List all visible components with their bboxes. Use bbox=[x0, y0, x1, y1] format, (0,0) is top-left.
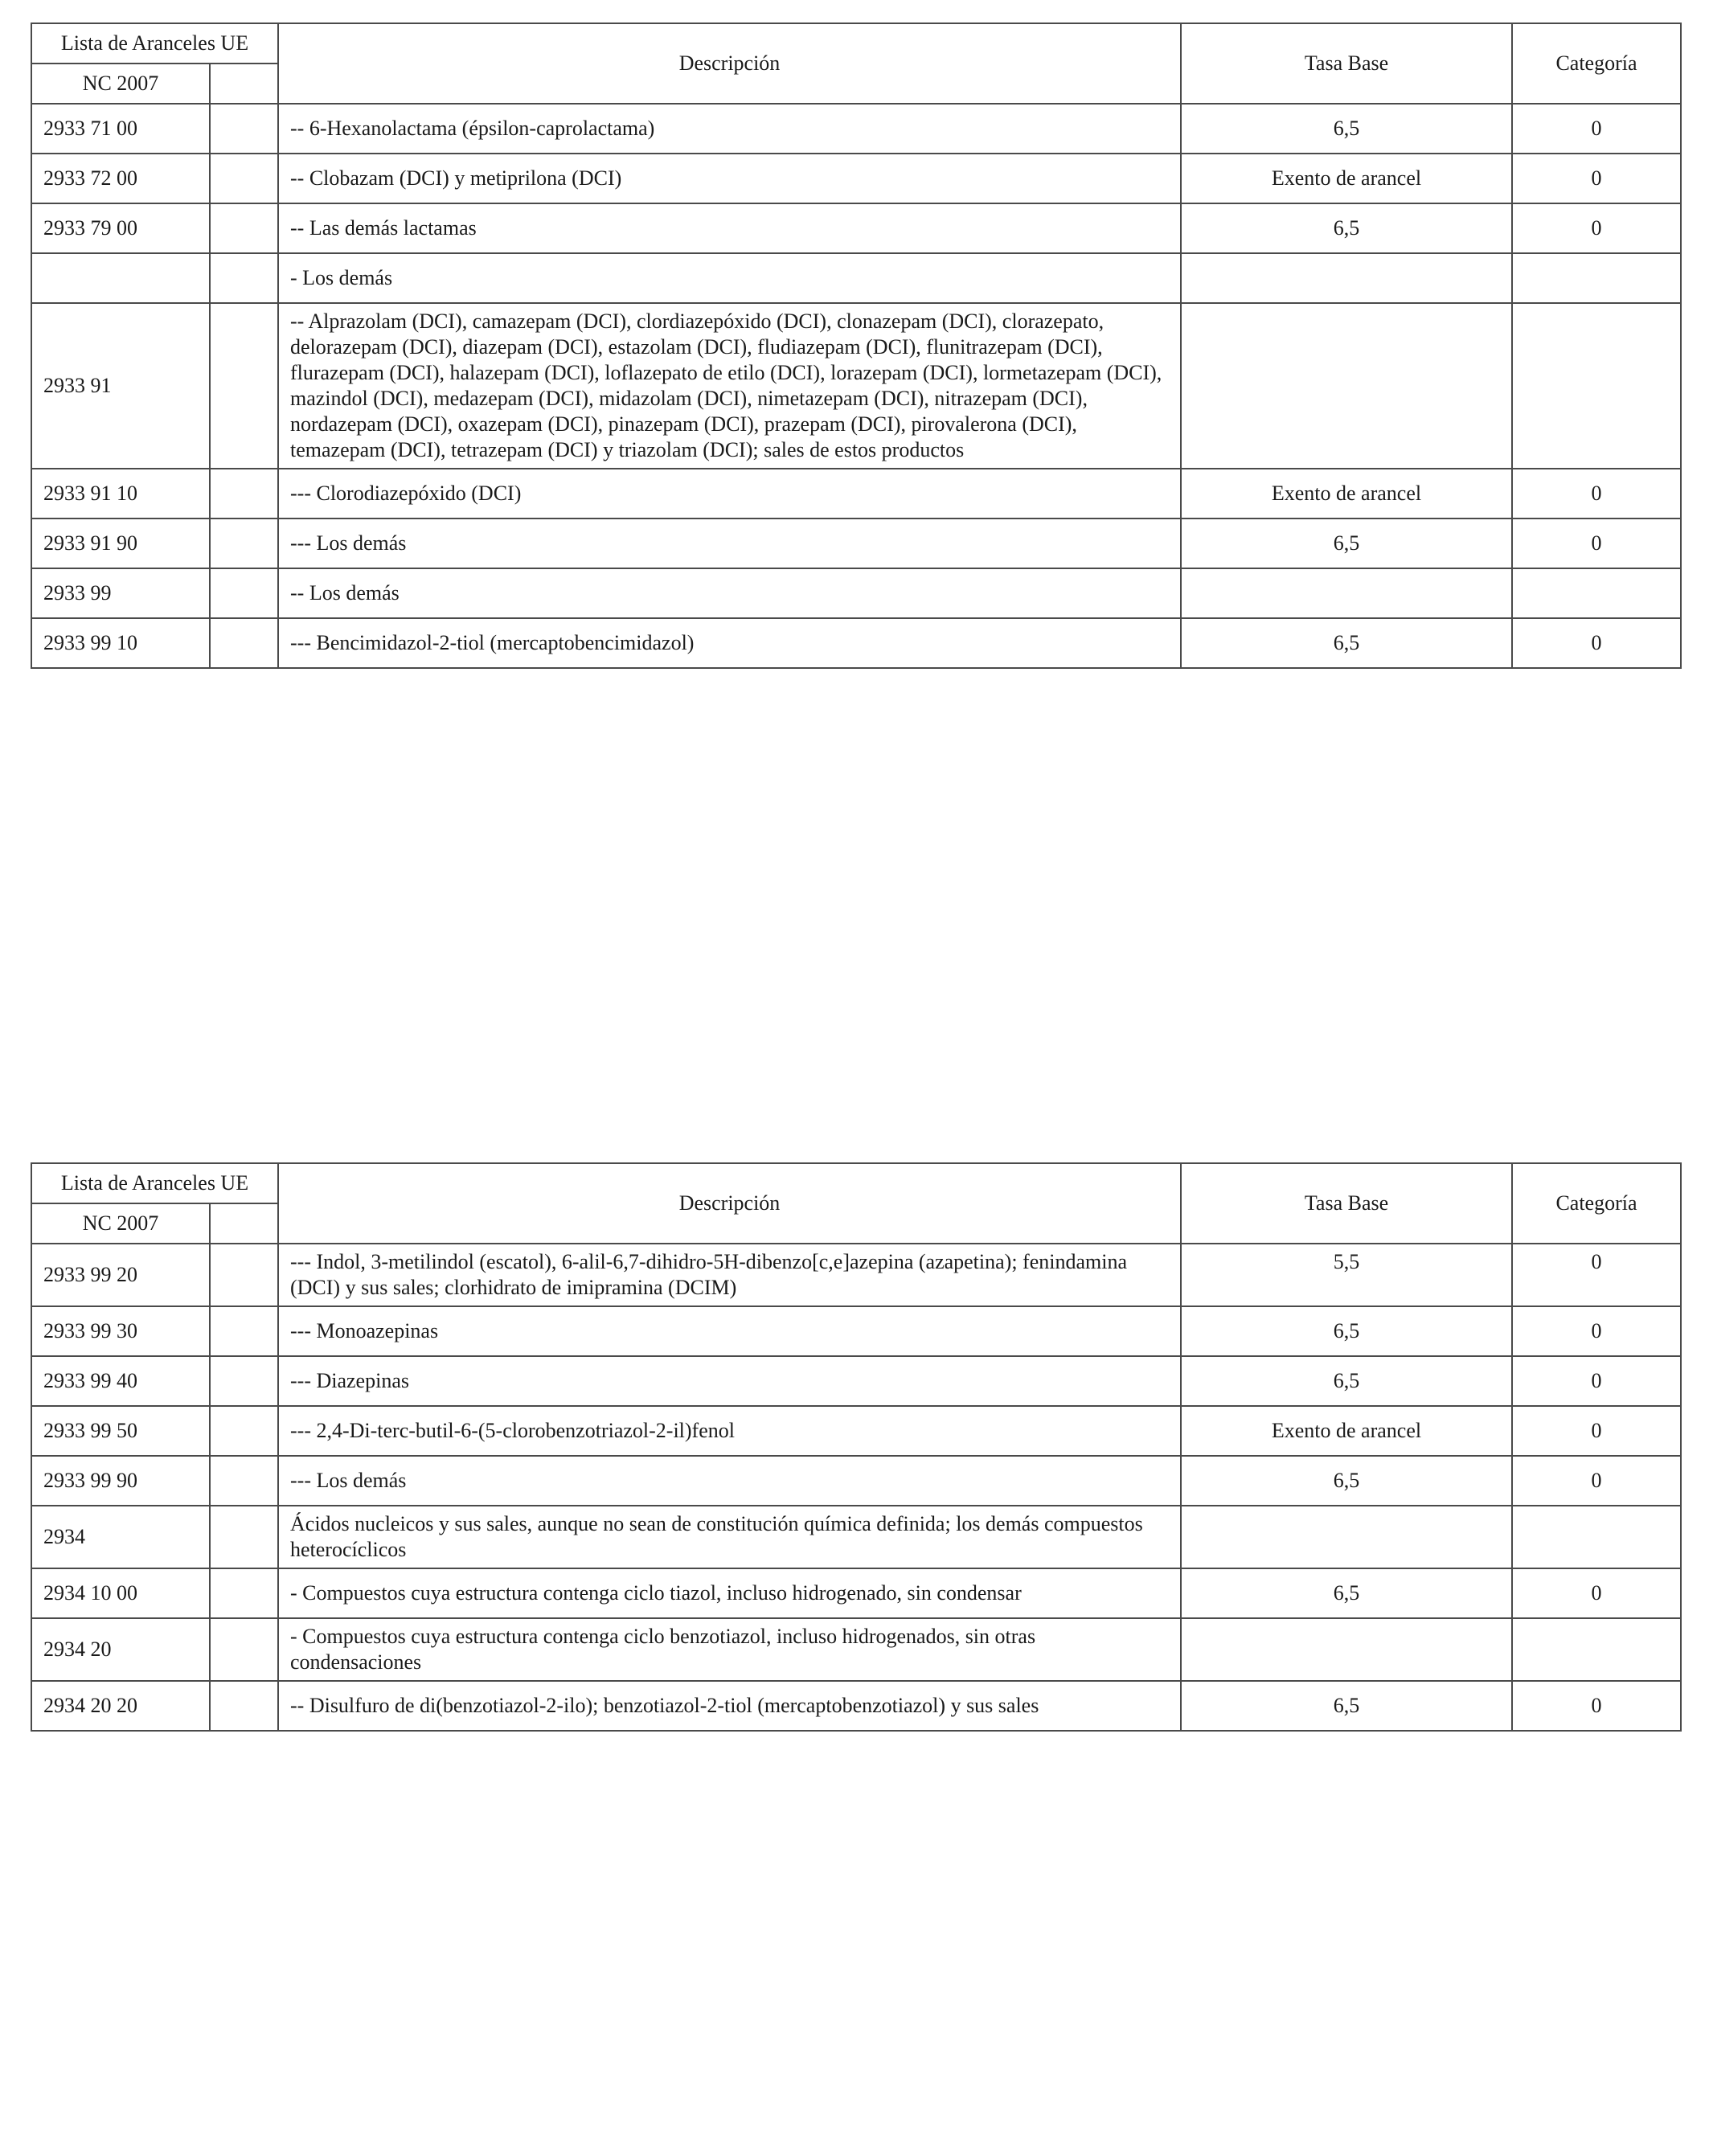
row-description: -- Las demás lactamas bbox=[278, 203, 1181, 253]
row-sub-cell bbox=[210, 519, 278, 568]
row-code: 2933 99 20 bbox=[31, 1244, 210, 1306]
header-sub-cell bbox=[210, 64, 278, 104]
row-description: --- Los demás bbox=[278, 1456, 1181, 1506]
row-rate: 6,5 bbox=[1181, 1306, 1512, 1356]
header-base-rate: Tasa Base bbox=[1181, 1163, 1512, 1244]
row-sub-cell bbox=[210, 303, 278, 469]
row-category: 0 bbox=[1512, 154, 1681, 203]
row-sub-cell bbox=[210, 253, 278, 303]
row-sub-cell bbox=[210, 1506, 278, 1568]
row-rate: 6,5 bbox=[1181, 1681, 1512, 1731]
row-category: 0 bbox=[1512, 1681, 1681, 1731]
row-category: 0 bbox=[1512, 1568, 1681, 1618]
row-sub-cell bbox=[210, 1618, 278, 1681]
table-row bbox=[31, 1356, 1681, 1406]
row-category: 0 bbox=[1512, 1406, 1681, 1456]
row-description: --- Clorodiazepóxido (DCI) bbox=[278, 469, 1181, 519]
row-code: 2934 10 00 bbox=[31, 1568, 210, 1618]
table-row bbox=[31, 1244, 1681, 1306]
table-row bbox=[31, 1568, 1681, 1618]
row-rate bbox=[1181, 303, 1512, 469]
row-category: 0 bbox=[1512, 618, 1681, 668]
header-sub-cell bbox=[210, 1203, 278, 1244]
row-description: -- Disulfuro de di(benzotiazol-2-ilo); benzotiazol-2-tiol (mercaptobenzotiazol) y sus sales bbox=[278, 1681, 1181, 1731]
row-sub-cell bbox=[210, 1306, 278, 1356]
row-description: --- Indol, 3-metilindol (escatol), 6-alil-6,7-dihidro-5H-dibenzo[c,e]azepina (azapetina); fenindamina (DCI) y sus sales; clorhidrato de imipramina (DCIM) bbox=[278, 1244, 1181, 1306]
tariff-table-1 bbox=[31, 23, 1682, 669]
row-sub-cell bbox=[210, 104, 278, 154]
header-list-label: Lista de Aranceles UE bbox=[31, 1163, 278, 1203]
row-description: --- Monoazepinas bbox=[278, 1306, 1181, 1356]
row-category: 0 bbox=[1512, 1356, 1681, 1406]
row-category: 0 bbox=[1512, 519, 1681, 568]
tariff-table-2 bbox=[31, 1162, 1682, 1732]
row-category: 0 bbox=[1512, 1306, 1681, 1356]
table-row bbox=[31, 154, 1681, 203]
row-rate: Exento de arancel bbox=[1181, 469, 1512, 519]
row-code: 2933 99 bbox=[31, 568, 210, 618]
row-category: 0 bbox=[1512, 104, 1681, 154]
table-row bbox=[31, 568, 1681, 618]
header-category: Categoría bbox=[1512, 1163, 1681, 1244]
row-code: 2933 99 10 bbox=[31, 618, 210, 668]
row-description: - Compuestos cuya estructura contenga ciclo benzotiazol, incluso hidrogenados, sin otras condensaciones bbox=[278, 1618, 1181, 1681]
row-category: 0 bbox=[1512, 203, 1681, 253]
row-sub-cell bbox=[210, 1406, 278, 1456]
row-sub-cell bbox=[210, 203, 278, 253]
header-category: Categoría bbox=[1512, 23, 1681, 104]
row-rate: 6,5 bbox=[1181, 203, 1512, 253]
row-rate: 6,5 bbox=[1181, 519, 1512, 568]
row-code bbox=[31, 253, 210, 303]
row-code: 2933 99 90 bbox=[31, 1456, 210, 1506]
row-description: Ácidos nucleicos y sus sales, aunque no sean de constitución química definida; los demás compuestos heterocíclicos bbox=[278, 1506, 1181, 1568]
header-description: Descripción bbox=[278, 23, 1181, 104]
row-rate: Exento de arancel bbox=[1181, 154, 1512, 203]
row-rate: 6,5 bbox=[1181, 104, 1512, 154]
row-sub-cell bbox=[210, 1681, 278, 1731]
row-code: 2933 91 10 bbox=[31, 469, 210, 519]
table-row bbox=[31, 1406, 1681, 1456]
row-rate: 6,5 bbox=[1181, 1356, 1512, 1406]
row-description: -- Clobazam (DCI) y metiprilona (DCI) bbox=[278, 154, 1181, 203]
row-category bbox=[1512, 1506, 1681, 1568]
table-row bbox=[31, 618, 1681, 668]
row-code: 2933 72 00 bbox=[31, 154, 210, 203]
header-base-rate: Tasa Base bbox=[1181, 23, 1512, 104]
row-code: 2934 20 20 bbox=[31, 1681, 210, 1731]
row-sub-cell bbox=[210, 154, 278, 203]
table-row bbox=[31, 1506, 1681, 1568]
table-row bbox=[31, 303, 1681, 469]
row-description: --- Los demás bbox=[278, 519, 1181, 568]
row-category bbox=[1512, 253, 1681, 303]
row-rate bbox=[1181, 568, 1512, 618]
row-category bbox=[1512, 303, 1681, 469]
row-code: 2933 71 00 bbox=[31, 104, 210, 154]
row-code: 2933 99 50 bbox=[31, 1406, 210, 1456]
row-rate: Exento de arancel bbox=[1181, 1406, 1512, 1456]
row-description: - Compuestos cuya estructura contenga ciclo tiazol, incluso hidrogenado, sin condensar bbox=[278, 1568, 1181, 1618]
row-sub-cell bbox=[210, 1568, 278, 1618]
row-description: -- Los demás bbox=[278, 568, 1181, 618]
table-row bbox=[31, 253, 1681, 303]
row-category bbox=[1512, 568, 1681, 618]
row-description: -- Alprazolam (DCI), camazepam (DCI), clordiazepóxido (DCI), clonazepam (DCI), clorazepato, delorazepam (DCI), diazepam (DCI), estazolam (DCI), fludiazepam (DCI), flunitrazepam (DCI), flurazepam (DCI), halazepam (DCI), loflazepato de etilo (DCI), lorazepam (DCI), lormetazepam (DCI), mazindol (DCI), medazepam (DCI), midazolam (DCI), nimetazepam (DCI), nitrazepam (DCI), nordazepam (DCI), oxazepam (DCI), pinazepam (DCI), prazepam (DCI), pirovalerona (DCI), temazepam (DCI), tetrazepam (DCI) y triazolam (DCI); sales de estos productos bbox=[278, 303, 1181, 469]
table-row bbox=[31, 1681, 1681, 1731]
table-row bbox=[31, 519, 1681, 568]
row-rate: 6,5 bbox=[1181, 618, 1512, 668]
row-code: 2933 79 00 bbox=[31, 203, 210, 253]
row-sub-cell bbox=[210, 568, 278, 618]
header-nc-label: NC 2007 bbox=[31, 1203, 210, 1244]
row-rate bbox=[1181, 1618, 1512, 1681]
row-description: --- Bencimidazol-2-tiol (mercaptobencimidazol) bbox=[278, 618, 1181, 668]
row-sub-cell bbox=[210, 469, 278, 519]
table-row bbox=[31, 1618, 1681, 1681]
table-row bbox=[31, 1456, 1681, 1506]
table-row bbox=[31, 104, 1681, 154]
row-code: 2933 99 40 bbox=[31, 1356, 210, 1406]
row-rate bbox=[1181, 253, 1512, 303]
row-rate bbox=[1181, 1506, 1512, 1568]
row-category bbox=[1512, 1618, 1681, 1681]
row-sub-cell bbox=[210, 618, 278, 668]
row-description: --- Diazepinas bbox=[278, 1356, 1181, 1406]
row-category: 0 bbox=[1512, 1456, 1681, 1506]
table-row bbox=[31, 203, 1681, 253]
header-list-label: Lista de Aranceles UE bbox=[31, 23, 278, 64]
row-description: - Los demás bbox=[278, 253, 1181, 303]
row-code: 2933 91 bbox=[31, 303, 210, 469]
row-description: -- 6-Hexanolactama (épsilon-caprolactama) bbox=[278, 104, 1181, 154]
row-code: 2934 bbox=[31, 1506, 210, 1568]
row-rate: 6,5 bbox=[1181, 1456, 1512, 1506]
row-category: 0 bbox=[1512, 469, 1681, 519]
row-rate: 6,5 bbox=[1181, 1568, 1512, 1618]
row-sub-cell bbox=[210, 1244, 278, 1306]
row-sub-cell bbox=[210, 1456, 278, 1506]
row-rate: 5,5 bbox=[1181, 1244, 1512, 1306]
row-code: 2933 99 30 bbox=[31, 1306, 210, 1356]
header-nc-label: NC 2007 bbox=[31, 64, 210, 104]
row-description: --- 2,4-Di-terc-butil-6-(5-clorobenzotriazol-2-il)fenol bbox=[278, 1406, 1181, 1456]
table-row bbox=[31, 469, 1681, 519]
row-code: 2934 20 bbox=[31, 1618, 210, 1681]
header-description: Descripción bbox=[278, 1163, 1181, 1244]
table-row bbox=[31, 1306, 1681, 1356]
row-sub-cell bbox=[210, 1356, 278, 1406]
row-code: 2933 91 90 bbox=[31, 519, 210, 568]
row-category: 0 bbox=[1512, 1244, 1681, 1306]
